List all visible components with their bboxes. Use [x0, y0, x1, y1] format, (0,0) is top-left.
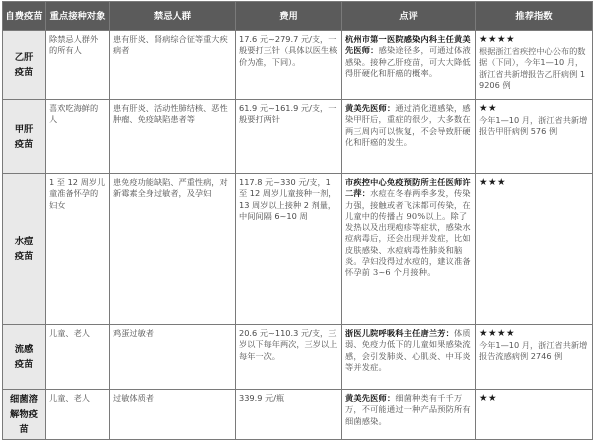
rating-text: 根据浙江省疾控中心公布的数据（下同），今年1—10 月，浙江省共新增报告乙肝病例 19206 例	[479, 46, 586, 90]
header-row	[3, 2, 593, 31]
comment-text: 水痘在冬春两季多发，传染力强，接触或者飞沫都可传染，在儿童中的传播占 90%以上。除了发热以及出现疱疹等症状，感染水痘病毒后，还会出现并发症，比如皮肤感染、水痘病毒性肺炎和脑炎。孕妇没得过水痘的，建议准备怀孕前 3~6 个月接种。	[345, 188, 471, 278]
target-cell: 儿童、老人	[46, 325, 110, 390]
comment-cell	[342, 174, 476, 325]
comment-text: 通过消化道感染，感染甲肝后，重症的很少，大多数在两三周内可以恢复，不会导致肝硬化和肝癌的发生。	[345, 103, 471, 147]
table-row	[3, 100, 593, 174]
rating-cell	[476, 325, 593, 390]
header-target: 重点接种对象	[46, 2, 110, 31]
contraindication-cell: 患有肝炎、肾病综合征等重大疾病者	[110, 31, 236, 100]
table-row	[3, 325, 593, 390]
contraindication-cell: 过敏体质者	[110, 390, 236, 440]
header-contraindication: 禁忌人群	[110, 2, 236, 31]
vaccine-name	[3, 100, 46, 174]
target-cell: 除禁忌人群外的所有人	[46, 31, 110, 100]
comment-author: 黄美先医师：	[345, 393, 396, 403]
vaccine-name	[3, 31, 46, 100]
header-rating: 推荐指数	[476, 2, 593, 31]
cost-cell: 17.6 元~279.7 元/支，一般要打三针（具体以医生核价为准，下同）。	[236, 31, 342, 100]
vaccine-name-text: 细菌溶解物疫苗	[10, 394, 38, 435]
table-row	[3, 31, 593, 100]
header-cost: 费用	[236, 2, 342, 31]
comment-author: 黄美先医师：	[345, 103, 396, 113]
header-comment: 点评	[342, 2, 476, 31]
rating-stars: ★★★	[479, 177, 507, 188]
table-row	[3, 390, 593, 440]
comment-cell	[342, 325, 476, 390]
target-cell: 喜欢吃海鲜的人	[46, 100, 110, 174]
vaccine-name	[3, 390, 46, 440]
comment-cell	[342, 31, 476, 100]
target-cell: 儿童、老人	[46, 390, 110, 440]
rating-cell	[476, 174, 593, 325]
cost-cell: 61.9 元~161.9 元/支，一般要打两针	[236, 100, 342, 174]
vaccine-name-text: 水痘疫苗	[14, 236, 34, 262]
rating-cell	[476, 31, 593, 100]
comment-text: 感染途径多，可通过体液感染。接种乙肝疫苗，可大大降低得肝硬化和肝癌的概率。	[345, 45, 471, 78]
vaccine-name-text: 乙肝疫苗	[14, 52, 34, 78]
rating-cell	[476, 100, 593, 174]
target-cell: 1 至 12 周岁儿童准备怀孕的妇女	[46, 174, 110, 325]
rating-text: 今年1—10 月，浙江省共新增报告流感病例 2746 例	[479, 340, 588, 362]
rating-text: 今年1—10 月，浙江省共新增报告甲肝病例 576 例	[479, 115, 588, 137]
table-row	[3, 174, 593, 325]
rating-stars: ★★	[479, 393, 498, 404]
vaccine-name	[3, 325, 46, 390]
comment-cell	[342, 390, 476, 440]
vaccine-name	[3, 174, 46, 325]
rating-cell	[476, 390, 593, 440]
contraindication-cell: 患有肝炎、活动性肺结核、恶性肿瘤、免疫缺陷患者等	[110, 100, 236, 174]
comment-author: 杭州市第一医院感染内科主任黄美先医师：	[345, 34, 471, 56]
rating-stars: ★★★★	[479, 34, 516, 45]
contraindication-cell: 鸡蛋过敏者	[110, 325, 236, 390]
rating-stars: ★★	[479, 103, 498, 114]
contraindication-cell: 患免疫功能缺陷、严重性病，对新霉素全身过敏者，及孕妇	[110, 174, 236, 325]
vaccine-name-text: 流感疫苗	[14, 344, 34, 370]
comment-text: 细菌种类有千千万万，不可能通过一种产品预防所有细菌感染。	[345, 393, 471, 426]
comment-text: 体质弱、免疫力低下的儿童如果感染流感，会引发肺炎、心肌炎、中耳炎等并发症。	[345, 328, 471, 372]
vaccine-name-text: 甲肝疫苗	[14, 123, 34, 150]
comment-author: 市疾控中心免疫预防所主任医师许二萍：	[345, 177, 471, 199]
cost-cell: 117.8 元~330 元/支，1 至 12 周岁儿童接种一剂，13 周岁以上接种 2 剂量，中间间隔 6~10 周	[236, 174, 342, 325]
header-vaccine: 自费疫苗	[3, 2, 46, 31]
cost-cell: 20.6 元~110.3 元/支，三岁以下每年两次，三岁以上每年一次。	[236, 325, 342, 390]
cost-cell: 339.9 元/瓶	[236, 390, 342, 440]
comment-author: 浙医儿院呼吸科主任唐兰芳：	[345, 328, 455, 338]
comment-cell	[342, 100, 476, 174]
rating-stars: ★★★★	[479, 328, 516, 339]
vaccine-table	[2, 1, 593, 440]
